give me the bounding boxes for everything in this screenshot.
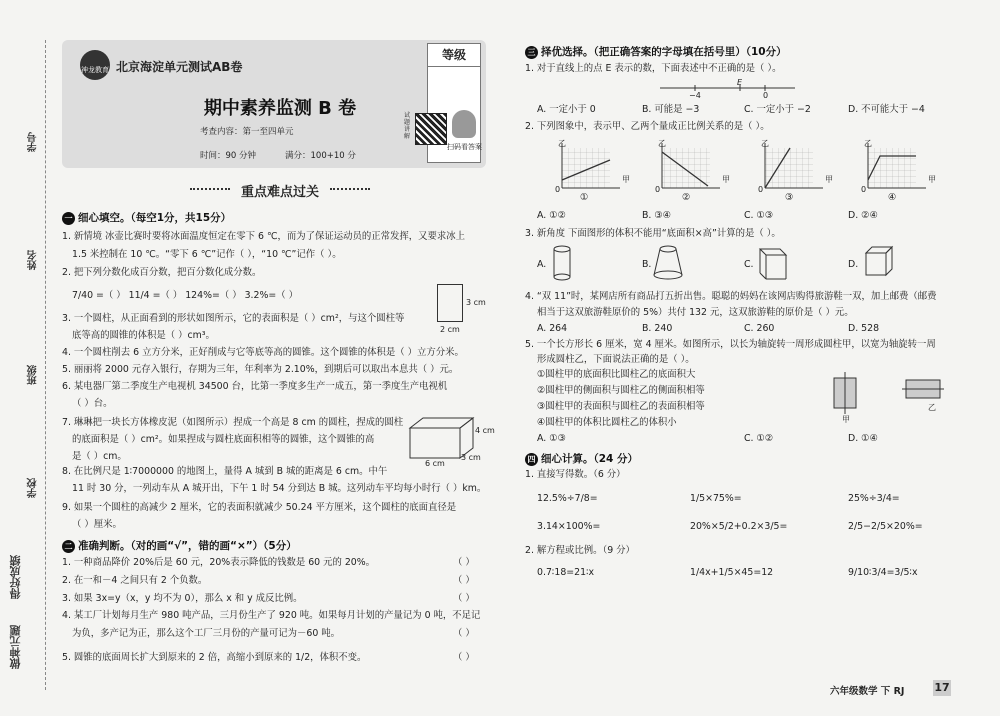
judge-answer-5[interactable]: （ ） — [453, 652, 475, 663]
fill-q3-a: 3. 一个圆柱，从正面看到的形状如图所示，它的表面积是（ ）cm²，与这个圆柱等 — [62, 313, 405, 324]
label-name: 姓名 — [28, 250, 39, 270]
choice-q5-opt-c[interactable]: C. ①② — [744, 433, 774, 444]
choice-q1-b[interactable]: B. 可能是 −3 — [642, 104, 700, 115]
calc-part-1: 1. 直接写得数。（6 分） — [525, 469, 626, 480]
fill-q8-a: 8. 在比例尺是 1∶7000000 的地图上，量得 A 城到 B 城的距离是 6 cm。中午 — [62, 466, 388, 477]
fill-q9-a: 9. 如果一个圆柱的高减少 2 厘米，它的表面积就减少 50.24 平方厘米，这个圆柱的底面直径是 — [62, 502, 457, 513]
judge-q1: 1. 一种商品降价 20%后是 60 元，20%表示降低的钱数是 60 元的 20%。 — [62, 557, 376, 568]
series-name: 北京海淀单元测试AB卷 — [116, 60, 243, 74]
calc-1-2: 1/5×75%= — [690, 493, 742, 504]
label-class: 班级 — [28, 365, 39, 385]
graph-3 — [765, 143, 823, 188]
axis-label-0: 0 — [763, 91, 769, 100]
calc-part-2: 2. 解方程或比例。（9 分） — [525, 545, 635, 556]
graph-1 — [562, 143, 620, 188]
choice-q5-a: 5. 一个长方形长 6 厘米，宽 4 厘米。如图所示，以长为轴旋转一周形成圆柱甲，以宽为轴旋转一周 — [525, 339, 936, 350]
choice-q4-a: 4. “双 11”时，某网店所有商品打五折出售。聪聪的妈妈在该网店购得旅游鞋一双，加上邮费（邮费 — [525, 291, 937, 302]
rect-width: 2 cm — [440, 325, 460, 334]
judge-q5: 5. 圆锥的底面周长扩大到原来的 2 倍，高缩小到原来的 1/2，体积不变。 — [62, 652, 367, 663]
graph1-label: ① — [580, 192, 589, 203]
calc-1-3: 25%÷3/4= — [848, 493, 900, 504]
solid-cylinder — [554, 246, 570, 280]
choice-q4-opt-b[interactable]: B. 240 — [642, 323, 673, 334]
graph2-x: 甲 — [722, 175, 730, 184]
graph2-o: 0 — [655, 185, 661, 194]
number-line — [660, 82, 800, 94]
choice-q3-b[interactable]: B. — [642, 259, 652, 270]
binding-margin — [0, 0, 58, 716]
choice-q5-b: 形成圆柱乙，下面说法正确的是（ ）。 — [537, 354, 695, 365]
judge-answer-2[interactable]: （ ） — [453, 575, 475, 586]
fill-q2: 2. 把下列分数化成百分数，把百分数化成分数。 — [62, 267, 262, 278]
cylinder-yi — [902, 380, 944, 398]
graph-4 — [868, 143, 926, 188]
publisher-logo: 神龙教育 — [80, 50, 110, 80]
motto: 得好成绩 — [9, 555, 22, 599]
qr-caption: 扫码看答案 — [447, 143, 482, 151]
solid-frustum — [654, 246, 682, 279]
qr-side-text: 试题讲解 — [404, 112, 411, 140]
calc-1-1: 12.5%÷7/8= — [537, 493, 598, 504]
section-3-title: 三 择优选择。（把正确答案的字母填在括号里）（10分） — [525, 44, 787, 59]
fill-q1-a: 1. 新情境 冰壶比赛时要将冰面温度恒定在零下 6 ℃，而为了保证运动员的正常发挥，又要求冰上 — [62, 231, 465, 242]
qr-code[interactable] — [415, 113, 447, 145]
axis-label-E: E — [737, 78, 743, 87]
fill-q7-c: 是（ ）cm。 — [72, 451, 127, 462]
page-title: 期中素养监测 B 卷 — [203, 98, 357, 119]
fill-q6-b: （ ）台。 — [72, 398, 113, 409]
section-4-title: 四 细心计算。（24 分） — [525, 451, 638, 466]
footer-label: 六年级数学 下 RJ — [830, 686, 905, 697]
mascot-icon — [452, 110, 476, 138]
equation-3: 9/10∶3/4=3/5∶x — [848, 567, 918, 578]
q3-solids — [550, 243, 930, 285]
graph3-label: ③ — [785, 192, 794, 203]
rect-height: 3 cm — [466, 298, 486, 307]
banner-title: 重点难点过关 — [240, 185, 319, 200]
judge-q4-a: 4. 某工厂计划每月生产 980 吨产品，三月份生产了 920 吨。如果每月计划的产量记为 0 吨，不足记 — [62, 610, 481, 621]
choice-q2-c[interactable]: C. ①③ — [744, 210, 774, 221]
equation-2: 1/4x+1/5×45=12 — [690, 567, 774, 578]
choice-q4-opt-c[interactable]: C. 260 — [744, 323, 775, 334]
choice-q2-b[interactable]: B. ③④ — [642, 210, 672, 221]
section-2-title: 二 准确判断。（对的画“√”，错的画“×”）（5分） — [62, 538, 297, 553]
fill-q7-a: 7. 琳琳把一块长方体橡皮泥（如图所示）捏成一个高是 8 cm 的圆柱，捏成的圆柱 — [62, 417, 404, 428]
cylinder-front-view — [437, 284, 463, 322]
judge-answer-1[interactable]: （ ） — [453, 557, 475, 568]
label-student-number: 学号 — [28, 132, 39, 152]
grade-label: 等级 — [428, 44, 480, 67]
calc-2-1: 3.14×100%= — [537, 521, 601, 532]
choice-q1: 1. 对于直线上的点 E 表示的数，下面表述中不正确的是（ ）。 — [525, 63, 782, 74]
fill-q6-a: 6. 某电器厂第二季度生产电视机 34500 台，比第一季度多生产一成五，第一季度生产电视机 — [62, 381, 448, 392]
fill-q9-b: （ ）厘米。 — [72, 519, 122, 530]
q5-statement-1: ①圆柱甲的底面积比圆柱乙的底面积大 — [537, 369, 696, 380]
solid-prism — [760, 249, 786, 279]
choice-q4-b: 相当于这双旅游鞋原价的 5%）共付 132 元，这双旅游鞋的原价是（ ）元。 — [537, 307, 854, 318]
section-1-title: 一 细心填空。（每空1分，共15分） — [62, 210, 231, 225]
q5-statement-2: ②圆柱甲的侧面积与圆柱乙的侧面积相等 — [537, 385, 705, 396]
choice-q5-opt-a[interactable]: A. ①③ — [537, 433, 567, 444]
exam-scope: 考查内容：第一至四单元 — [200, 127, 294, 137]
choice-q3: 3. 新角度 下面图形的体积不能用“底面积×高”计算的是（ ）。 — [525, 228, 781, 239]
solid-cube — [866, 247, 892, 275]
cut-line — [45, 40, 46, 690]
graph2-label: ② — [682, 192, 691, 203]
calc-2-3: 2/5−2/5×20%= — [848, 521, 923, 532]
choice-q3-a[interactable]: A. — [537, 259, 547, 270]
graph-2 — [662, 143, 720, 188]
section-banner — [170, 178, 390, 200]
fill-q7-b: 的底面积是（ ）cm²。如果捏成与圆柱底面积相等的圆锥，这个圆锥的高 — [72, 434, 375, 445]
judge-q4-b: 为负，多产记为正，那么这个工厂三月份的产量可记为－60 吨。 — [72, 628, 341, 639]
q5-statement-4: ④圆柱甲的体积比圆柱乙的体积小 — [537, 417, 677, 428]
motto-2: 做神元题 — [9, 625, 22, 669]
fill-q1-b: 1.5 米控制在 10 ℃。“零下 6 ℃”记作（ ），“10 ℃”记作（ ）。 — [72, 249, 342, 260]
choice-q4-opt-d[interactable]: D. 528 — [848, 323, 880, 334]
fill-q5: 5. 丽丽将 2000 元存入银行，存期为三年，年利率为 2.10%，到期后可以取出本息共（ ）元。 — [62, 364, 459, 375]
choice-q3-c[interactable]: C. — [744, 259, 754, 270]
graph4-y: 乙 — [864, 139, 872, 148]
box-height: 4 cm — [475, 426, 495, 435]
graph3-x: 甲 — [825, 175, 833, 184]
graph3-o: 0 — [758, 185, 764, 194]
graph1-x: 甲 — [622, 175, 630, 184]
choice-q5-opt-d[interactable]: D. ①④ — [848, 433, 878, 444]
axis-label-neg4: −4 — [689, 91, 701, 100]
choice-q1-c[interactable]: C. 一定小于 −2 — [744, 104, 811, 115]
choice-q2-a[interactable]: A. ①② — [537, 210, 567, 221]
judge-q2: 2. 在一和－4 之间只有 2 个负数。 — [62, 575, 208, 586]
graph4-x: 甲 — [928, 175, 936, 184]
fig-label-jia: 甲 — [842, 415, 850, 424]
fill-q3-b: 底等高的圆锥的体积是（ ）cm³。 — [72, 330, 215, 341]
choice-q2-d[interactable]: D. ②④ — [848, 210, 878, 221]
calc-2-2: 20%×5/2+0.2×3/5= — [690, 521, 788, 532]
graph4-o: 0 — [861, 185, 867, 194]
graph3-y: 乙 — [761, 139, 769, 148]
choice-q1-a[interactable]: A. 一定小于 0 — [537, 104, 596, 115]
graph2-y: 乙 — [658, 139, 666, 148]
exam-time: 时间：90 分钟 — [200, 151, 257, 161]
choice-q2: 2. 下列图象中，表示甲、乙两个量成正比例关系的是（ ）。 — [525, 121, 770, 132]
judge-answer-3[interactable]: （ ） — [453, 593, 475, 604]
box-depth: 3 cm — [461, 453, 481, 462]
page-number: 17 — [934, 681, 950, 694]
judge-q3: 3. 如果 3x=y（x，y 均不为 0），那么 x 和 y 成反比例。 — [62, 593, 303, 604]
equation-1: 0.7∶18=21∶x — [537, 567, 595, 578]
q5-statement-3: ③圆柱甲的表面积与圆柱乙的表面积相等 — [537, 401, 705, 412]
fig-label-yi: 乙 — [928, 403, 936, 412]
choice-q3-d[interactable]: D. — [848, 259, 859, 270]
choice-q4-opt-a[interactable]: A. 264 — [537, 323, 568, 334]
choice-q1-d[interactable]: D. 不可能大于 −4 — [848, 104, 925, 115]
box-width: 6 cm — [425, 459, 445, 468]
exam-score: 满分：100+10 分 — [285, 151, 356, 161]
graph1-y: 乙 — [558, 139, 566, 148]
fill-q4: 4. 一个圆柱削去 6 立方分米，正好削成与它等底等高的圆锥。这个圆锥的体积是（ ）立方分米。 — [62, 347, 464, 358]
judge-answer-4[interactable]: （ ） — [453, 628, 475, 639]
cylinder-jia — [834, 372, 856, 414]
label-school: 学校 — [28, 478, 39, 498]
fill-q2-items: 7/40 =（ ） 11/4 =（ ） 124%=（ ） 3.2%=（ ） — [72, 290, 298, 301]
graph1-o: 0 — [555, 185, 561, 194]
graph4-label: ④ — [888, 192, 897, 203]
fill-q8-b: 11 时 30 分，一列动车从 A 城开出，下午 1 时 54 分到达 B 城。这列动车平均每小时行（ ）km。 — [72, 483, 487, 494]
